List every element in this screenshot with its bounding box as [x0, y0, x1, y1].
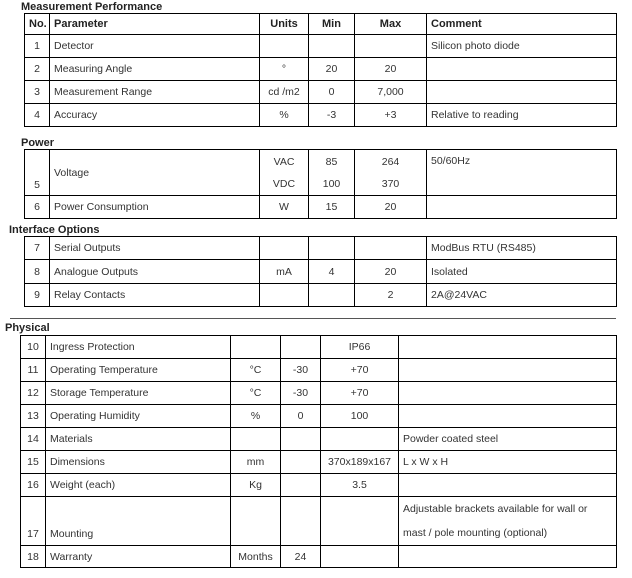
row-parameter: Measuring Angle [50, 58, 260, 81]
table-row-voltage-ac [25, 150, 617, 174]
row-units [260, 237, 309, 260]
row-max: 20 [355, 196, 427, 219]
row-max: 100 [321, 405, 399, 428]
row-parameter: Materials [46, 428, 231, 451]
row-no: 3 [25, 81, 50, 104]
row-min [309, 35, 355, 58]
row-no: 4 [25, 104, 50, 127]
row-min-dc: 100 [309, 174, 355, 196]
row-parameter: Warranty [46, 546, 231, 568]
row-units [231, 336, 281, 359]
power-table [24, 149, 617, 219]
row-parameter: Relay Contacts [50, 284, 260, 307]
header-comment: Comment [427, 14, 617, 35]
row-parameter: Analogue Outputs [50, 260, 260, 284]
row-parameter: Voltage [50, 150, 260, 196]
row-max: +70 [321, 359, 399, 382]
row-min: 15 [309, 196, 355, 219]
row-max [355, 35, 427, 58]
row-units-ac: VAC [260, 150, 309, 174]
row-no: 2 [25, 58, 50, 81]
row-units [231, 497, 281, 546]
row-max: 20 [355, 260, 427, 284]
header-max: Max [355, 14, 427, 35]
header-units: Units [260, 14, 309, 35]
row-min: 0 [281, 405, 321, 428]
row-comment: Silicon photo diode [427, 35, 617, 58]
row-max: 20 [355, 58, 427, 81]
row-no: 6 [25, 196, 50, 219]
row-comment [427, 196, 617, 219]
table-row [21, 546, 617, 568]
row-comment [427, 81, 617, 104]
row-no: 12 [21, 382, 46, 405]
table-row [25, 58, 617, 81]
row-units-dc: VDC [260, 174, 309, 196]
row-min-ac: 85 [309, 150, 355, 174]
row-parameter: Ingress Protection [46, 336, 231, 359]
row-units: % [231, 405, 281, 428]
header-no: No. [25, 14, 50, 35]
row-comment [427, 58, 617, 81]
row-max: +70 [321, 382, 399, 405]
row-no: 13 [21, 405, 46, 428]
row-parameter: Accuracy [50, 104, 260, 127]
row-comment: L x W x H [399, 451, 617, 474]
row-comment: Powder coated steel [399, 428, 617, 451]
section-title-physical: Physical [5, 322, 50, 334]
row-max-ac: 264 [355, 150, 427, 174]
table-row [21, 405, 617, 428]
row-parameter: Detector [50, 35, 260, 58]
row-parameter: Storage Temperature [46, 382, 231, 405]
row-units [260, 284, 309, 307]
row-comment: Relative to reading [427, 104, 617, 127]
row-no: 5 [25, 150, 50, 196]
interface-table [24, 236, 617, 307]
mounting-comment-line2: mast / pole mounting (optional) [403, 527, 548, 539]
row-units: °C [231, 359, 281, 382]
row-max [355, 237, 427, 260]
row-no: 8 [25, 260, 50, 284]
table-row [21, 428, 617, 451]
row-min: 24 [281, 546, 321, 568]
header-min: Min [309, 14, 355, 35]
row-min: 20 [309, 58, 355, 81]
row-comment [399, 382, 617, 405]
table-row [21, 382, 617, 405]
row-parameter: Measurement Range [50, 81, 260, 104]
row-units: Months [231, 546, 281, 568]
measurement-table [24, 13, 617, 127]
row-units: W [260, 196, 309, 219]
row-max [321, 428, 399, 451]
row-parameter: Mounting [46, 497, 231, 546]
row-max [321, 546, 399, 568]
row-parameter: Weight (each) [46, 474, 231, 497]
table-row [25, 81, 617, 104]
section-title-measurement: Measurement Performance [21, 1, 163, 13]
row-min [281, 474, 321, 497]
row-max: 2 [355, 284, 427, 307]
header-parameter: Parameter [50, 14, 260, 35]
mounting-comment-line1: Adjustable brackets available for wall or [403, 503, 588, 515]
row-comment: 50/60Hz [427, 150, 617, 196]
row-max: IP66 [321, 336, 399, 359]
row-min [281, 336, 321, 359]
row-no: 18 [21, 546, 46, 568]
table-row [25, 260, 617, 284]
physical-table [20, 335, 617, 568]
table-row [25, 104, 617, 127]
row-min: -3 [309, 104, 355, 127]
table-row-mounting [21, 497, 617, 546]
row-no: 9 [25, 284, 50, 307]
section-title-interface: Interface Options [9, 224, 100, 236]
table-row [21, 474, 617, 497]
row-units: ° [260, 58, 309, 81]
row-no: 1 [25, 35, 50, 58]
row-units [260, 35, 309, 58]
row-max-dc: 370 [355, 174, 427, 196]
table-row [21, 359, 617, 382]
row-parameter: Serial Outputs [50, 237, 260, 260]
row-units: mm [231, 451, 281, 474]
row-comment [399, 497, 617, 546]
row-no: 15 [21, 451, 46, 474]
table-row [25, 35, 617, 58]
row-max [321, 497, 399, 546]
row-comment [399, 546, 617, 568]
row-parameter: Power Consumption [50, 196, 260, 219]
table-row [25, 196, 617, 219]
row-no: 14 [21, 428, 46, 451]
row-max: 370x189x167 [321, 451, 399, 474]
row-min [281, 451, 321, 474]
row-min: 0 [309, 81, 355, 104]
section-title-power: Power [21, 137, 55, 149]
row-no: 10 [21, 336, 46, 359]
row-min [309, 284, 355, 307]
row-max: 3.5 [321, 474, 399, 497]
row-units: cd /m2 [260, 81, 309, 104]
row-no: 11 [21, 359, 46, 382]
row-units [231, 428, 281, 451]
row-units: Kg [231, 474, 281, 497]
row-comment: Isolated [427, 260, 617, 284]
row-units: % [260, 104, 309, 127]
table-row [25, 237, 617, 260]
row-parameter: Dimensions [46, 451, 231, 474]
table-row [25, 284, 617, 307]
row-min [309, 237, 355, 260]
table-header-row [25, 14, 617, 35]
row-no: 17 [21, 497, 46, 546]
row-comment: ModBus RTU (RS485) [427, 237, 617, 260]
table-row [21, 451, 617, 474]
row-comment [399, 474, 617, 497]
row-comment: 2A@24VAC [427, 284, 617, 307]
row-units: °C [231, 382, 281, 405]
row-no: 7 [25, 237, 50, 260]
row-comment [399, 336, 617, 359]
row-no: 16 [21, 474, 46, 497]
row-parameter: Operating Humidity [46, 405, 231, 428]
row-min: -30 [281, 382, 321, 405]
row-max: +3 [355, 104, 427, 127]
row-units: mA [260, 260, 309, 284]
table-row [21, 336, 617, 359]
row-comment [399, 359, 617, 382]
row-max: 7,000 [355, 81, 427, 104]
row-comment [399, 405, 617, 428]
row-min [281, 428, 321, 451]
row-min: -30 [281, 359, 321, 382]
page-divider [10, 318, 616, 319]
row-parameter: Operating Temperature [46, 359, 231, 382]
row-min [281, 497, 321, 546]
row-min: 4 [309, 260, 355, 284]
